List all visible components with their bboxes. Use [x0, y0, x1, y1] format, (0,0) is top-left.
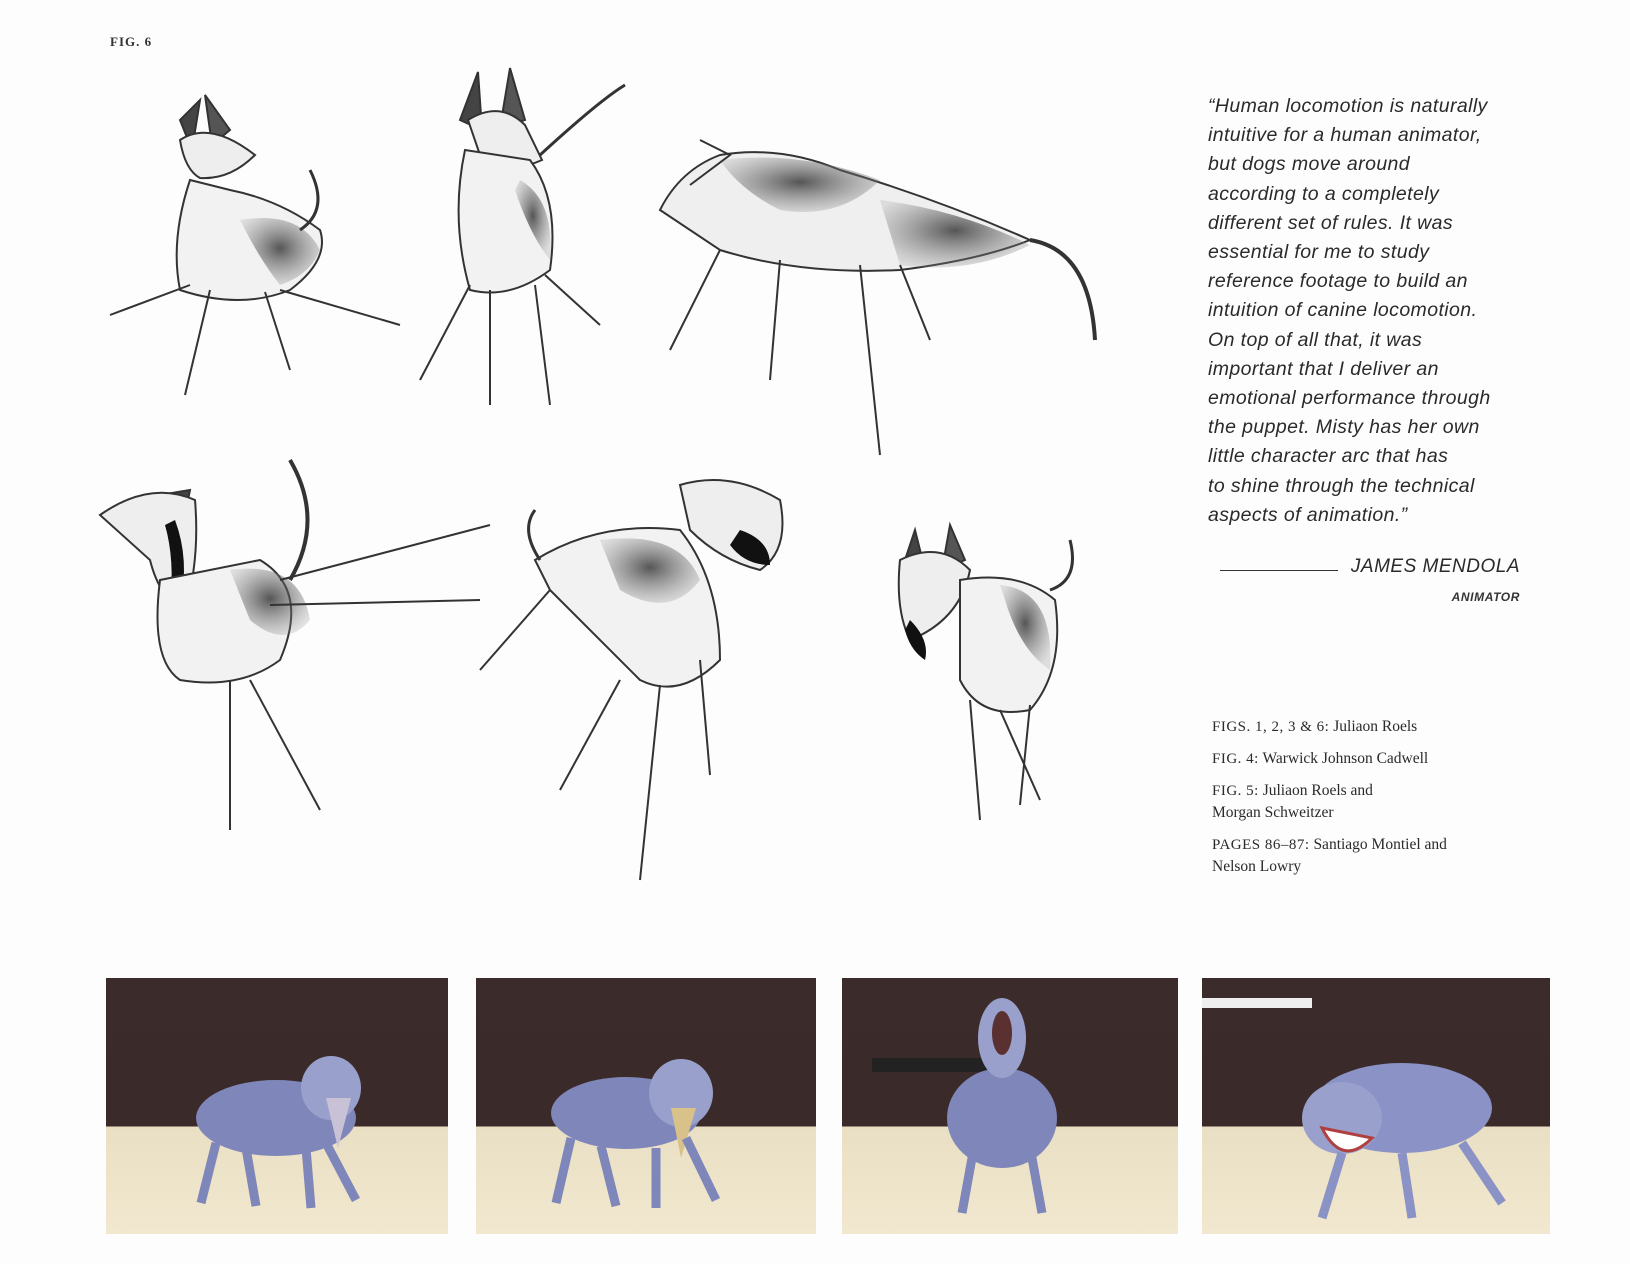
quote-line: to shine through the technical [1208, 474, 1475, 497]
quote-line: according to a completely [1208, 182, 1440, 205]
quote-line: but dogs move around [1208, 153, 1411, 176]
attribution-rule [1220, 570, 1338, 571]
quote-line: On top of all that, it was [1208, 328, 1423, 351]
dog-sketches-illustration [80, 60, 1160, 920]
credit-item [1212, 834, 1462, 878]
fig-label: FIG. 6 [110, 34, 153, 49]
puppet-photo-4 [1202, 978, 1550, 1234]
credit-item [1212, 716, 1572, 738]
dog-sketch-2 [420, 68, 625, 405]
dog-sketch-1 [110, 95, 400, 395]
quote-line: intuition of canine locomotion. [1208, 299, 1478, 322]
credit-value: Juliaon Roels [1333, 718, 1418, 735]
quote-line: essential for me to study [1208, 241, 1430, 264]
quote-line: different set of rules. It was [1208, 211, 1454, 234]
dog-sketch-4 [100, 460, 490, 830]
quote-line: “Human locomotion is naturally [1208, 95, 1488, 117]
quote-line: important that I deliver an [1208, 357, 1439, 380]
quote-line: aspects of animation.” [1208, 503, 1408, 526]
credit-key: PAGES 86–87: [1212, 837, 1310, 853]
credit-key: FIG. 4: [1212, 751, 1259, 767]
quote-author: JAMES MENDOLA [1350, 556, 1520, 577]
quote-line: intuitive for a human animator, [1208, 124, 1482, 147]
quote-block [1208, 92, 1526, 530]
dog-sketch-6 [899, 525, 1073, 820]
dog-sketch-3 [660, 140, 1095, 455]
credit-value: Santiago Montiel and Nelson Lowry [1212, 836, 1447, 875]
quote-line: emotional performance through [1208, 387, 1491, 410]
credit-item [1212, 748, 1572, 770]
quote-line: reference footage to build an [1208, 270, 1468, 293]
quote-author-role: ANIMATOR [1451, 590, 1520, 604]
puppet-photo-1 [106, 978, 448, 1234]
puppet-photo-2 [476, 978, 816, 1234]
credit-value: Juliaon Roels and Morgan Schweitzer [1212, 782, 1373, 821]
dog-sketch-5 [480, 480, 783, 880]
credit-value: Warwick Johnson Cadwell [1262, 750, 1429, 767]
credits-list [1212, 716, 1572, 888]
credit-key: FIG. 5: [1212, 783, 1259, 799]
quote-line: little character arc that has [1208, 445, 1449, 468]
credit-item [1212, 780, 1392, 824]
quote-line: the puppet. Misty has her own [1208, 416, 1480, 439]
credit-key: FIGS. 1, 2, 3 & 6: [1212, 719, 1330, 735]
puppet-photo-strip [106, 978, 1550, 1240]
puppet-photo-3 [842, 978, 1178, 1234]
